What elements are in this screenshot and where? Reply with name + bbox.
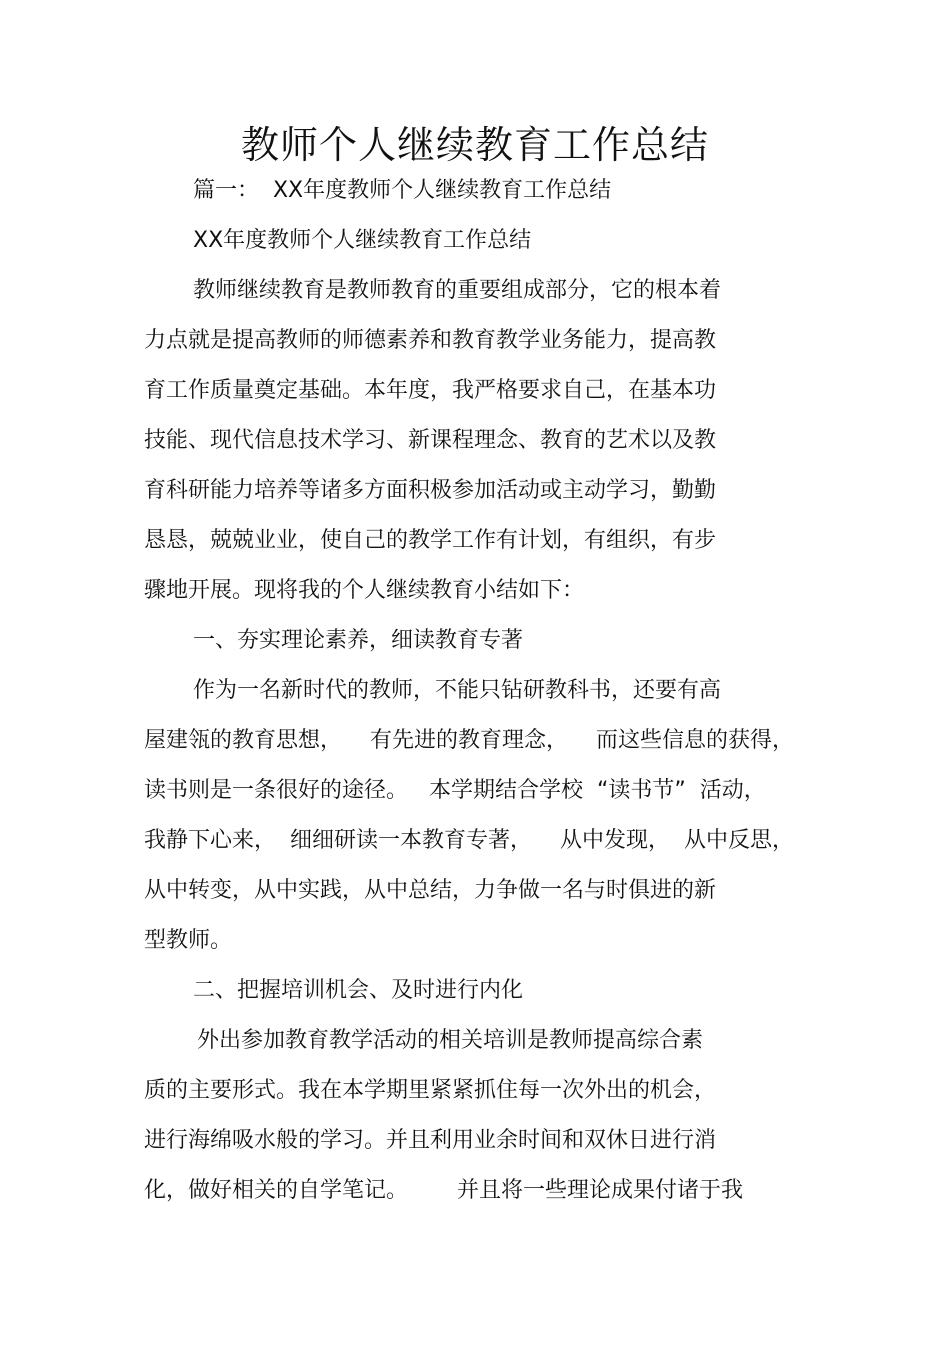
section1-line: 屋建瓴的教育思想， 有先进的教育理念， 而这些信息的获得， bbox=[144, 728, 794, 753]
intro-line: 恳恳，兢兢业业，使自己的教学工作有计划，有组织，有步 bbox=[144, 528, 717, 553]
section2-line: 外出参加教育教学活动的相关培训是教师提高综合素 bbox=[197, 1028, 704, 1053]
section2-line: 进行海绵吸水般的学习。并且利用业余时间和双休日进行消 bbox=[144, 1128, 717, 1153]
intro-line: 教师继续教育是教师教育的重要组成部分，它的根本着 bbox=[193, 278, 722, 303]
section-heading-2: 二、把握培训机会、及时进行内化 bbox=[193, 978, 524, 1003]
intro-line: 骤地开展。现将我的个人继续教育小结如下： bbox=[144, 578, 585, 603]
section1-line: 作为一名新时代的教师，不能只钻研教科书，还要有高 bbox=[193, 678, 722, 703]
intro-line: 育工作质量奠定基础。本年度，我严格要求自己，在基本功 bbox=[144, 378, 717, 403]
section2-line: 质的主要形式。我在本学期里紧紧抓住每一次外出的机会， bbox=[144, 1078, 717, 1103]
intro-line: 技能、现代信息技术学习、新课程理念、教育的艺术以及教 bbox=[144, 428, 717, 453]
section1-line: 型教师。 bbox=[144, 928, 233, 953]
intro-line: 育科研能力培养等诸多方面积极参加活动或主动学习，勤勤 bbox=[144, 478, 717, 503]
subtitle-line: 篇一： XX年度教师个人继续教育工作总结 bbox=[193, 178, 612, 203]
section1-line: 我静下心来， 细细研读一本教育专著， 从中发现， 从中反思， bbox=[144, 828, 794, 853]
section2-line: 化，做好相关的自学笔记。 并且将一些理论成果付诸于我 bbox=[144, 1178, 743, 1203]
intro-line: 力点就是提高教师的师德素养和教育教学业务能力，提高教 bbox=[144, 328, 717, 353]
document-title: 教师个人继续教育工作总结 bbox=[240, 123, 709, 167]
section1-line: 从中转变，从中实践，从中总结，力争做一名与时俱进的新 bbox=[144, 878, 717, 903]
subheading-line: XX年度教师个人继续教育工作总结 bbox=[193, 228, 532, 253]
section-heading-1: 一、夯实理论素养，细读教育专著 bbox=[193, 628, 524, 653]
section1-line: 读书则是一条很好的途径。 本学期结合学校 “读书节” 活动， bbox=[144, 778, 766, 803]
